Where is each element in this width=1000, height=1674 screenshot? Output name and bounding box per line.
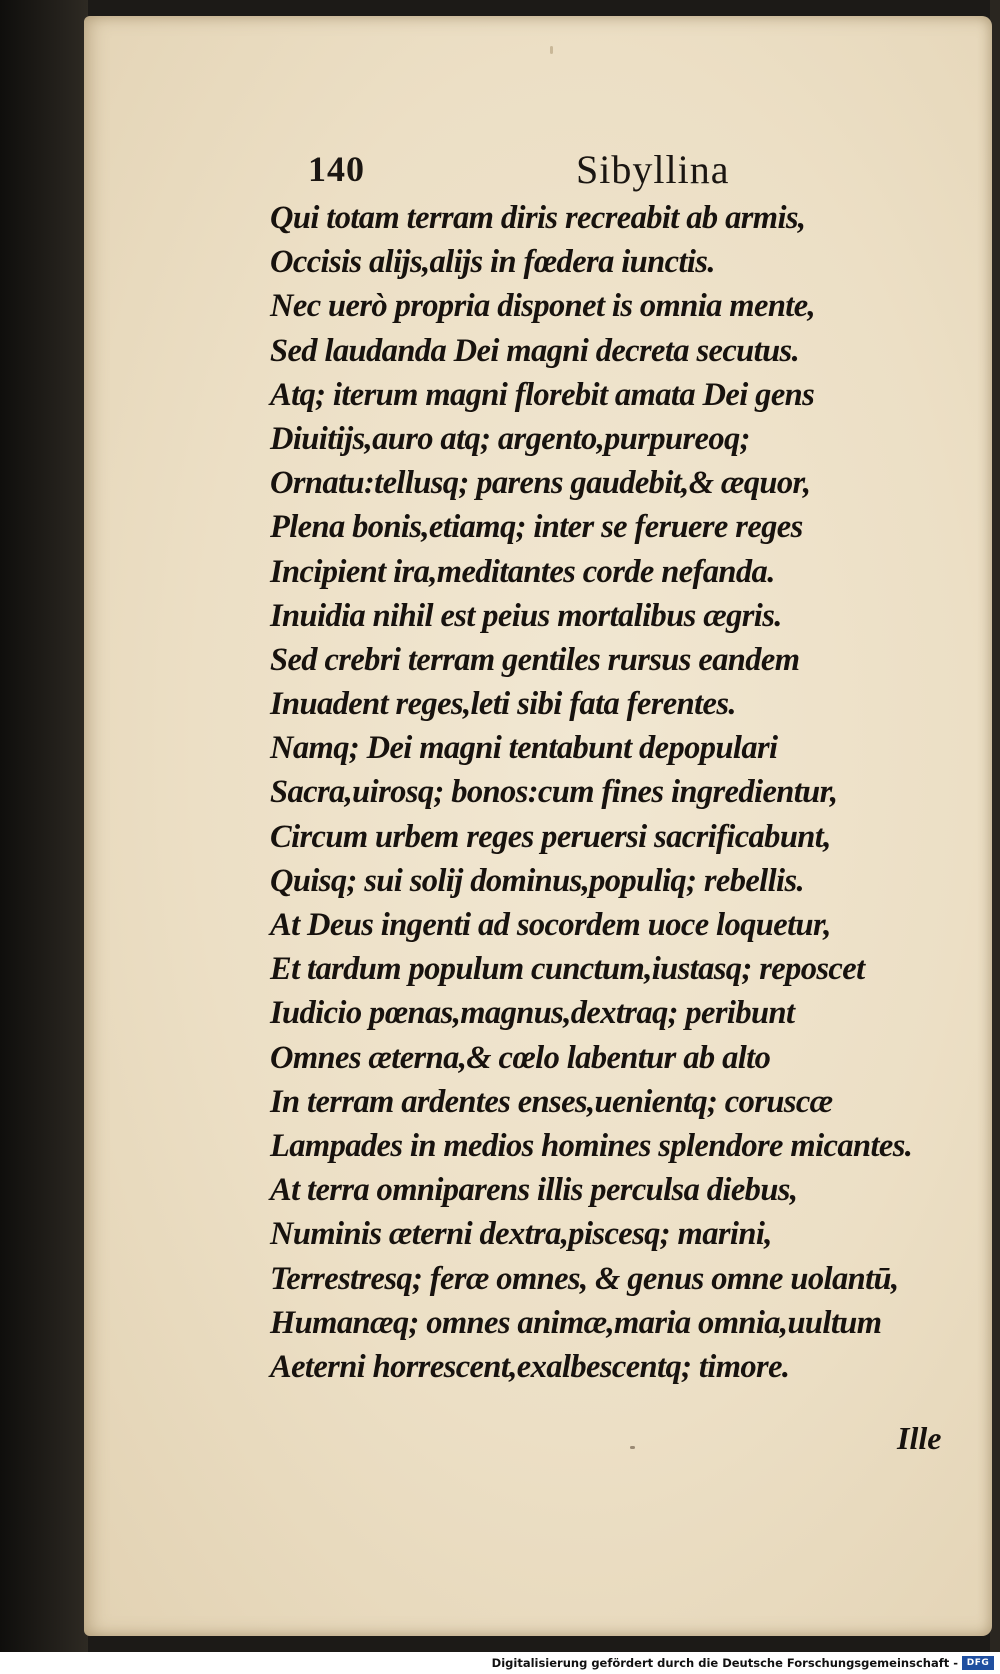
verse-line: Inuidia nihil est peius mortalibus ægris.	[270, 597, 782, 634]
verse-line: Quisq; sui solij dominus,populiq; rebellis.	[270, 862, 805, 899]
verse-line: Ornatu:tellusq; parens gaudebit,& æquor,	[270, 465, 811, 502]
verse-line: Omnes æterna,& cœlo labentur ab alto	[270, 1039, 771, 1076]
verse-line: Qui totam terram diris recreabit ab armis,	[270, 200, 806, 236]
verse-line: Occisis alijs,alijs in fœdera iunctis.	[270, 244, 715, 281]
verse-text	[270, 196, 960, 1389]
running-title: Sibyllina	[576, 147, 730, 192]
verse-line: Inuadent reges,leti sibi fata ferentes.	[270, 686, 736, 723]
verse-line: Circum urbem reges peruersi sacrificabunt,	[270, 818, 831, 855]
verse-line: Sacra,uirosq; bonos:cum fines ingredientur,	[270, 774, 838, 811]
verse-line: Sed crebri terram gentiles rursus eandem	[270, 641, 800, 678]
verse-line: Humanæq; omnes animæ,maria omnia,uultum	[270, 1304, 882, 1341]
page-number: 140	[308, 149, 365, 189]
paper-speck	[550, 46, 553, 54]
verse-line: At terra omniparens illis perculsa diebus,	[270, 1172, 798, 1209]
verse-line: Incipient ira,meditantes corde nefanda.	[270, 553, 775, 590]
verse-line: Plena bonis,etiamq; inter se feruere reges	[270, 509, 803, 546]
paper-speck	[630, 1446, 635, 1449]
dfg-logo: DFG	[962, 1656, 994, 1670]
verse-line: Diuitijs,auro atq; argento,purpureoq;	[270, 420, 750, 457]
verse-line: Nec uerò propria disponet is omnia mente,	[270, 288, 816, 325]
verse-line: At Deus ingenti ad socordem uoce loquetur,	[270, 907, 831, 943]
verse-line: Numinis æterni dextra,piscesq; marini,	[270, 1216, 772, 1253]
verse-line: Iudicio pœnas,magnus,dextraq; peribunt	[270, 995, 795, 1032]
verse-line: Terrestresq; feræ omnes, & genus omne uolantū,	[270, 1260, 899, 1297]
verse-line: Namq; Dei magni tentabunt depopulari	[270, 730, 778, 767]
catchword: Ille	[897, 1420, 942, 1456]
digitization-footer	[0, 1652, 1000, 1674]
page-header	[308, 146, 768, 196]
verse-line: Et tardum populum cunctum,iustasq; reposcet	[270, 951, 865, 988]
funding-credit: Digitalisierung gefördert durch die Deutsche Forschungsgemeinschaft -	[491, 1656, 958, 1670]
verse-line: Lampades in medios homines splendore micantes.	[270, 1127, 913, 1164]
verse-line: Atq; iterum magni florebit amata Dei gens	[270, 376, 815, 413]
book-binding-edge	[0, 0, 88, 1652]
verse-line: In terram ardentes enses,uenientq; coruscæ	[270, 1083, 833, 1120]
verse-line: Sed laudanda Dei magni decreta secutus.	[270, 332, 800, 369]
verse-line: Aeterni horrescent,exalbescentq; timore.	[270, 1348, 790, 1385]
